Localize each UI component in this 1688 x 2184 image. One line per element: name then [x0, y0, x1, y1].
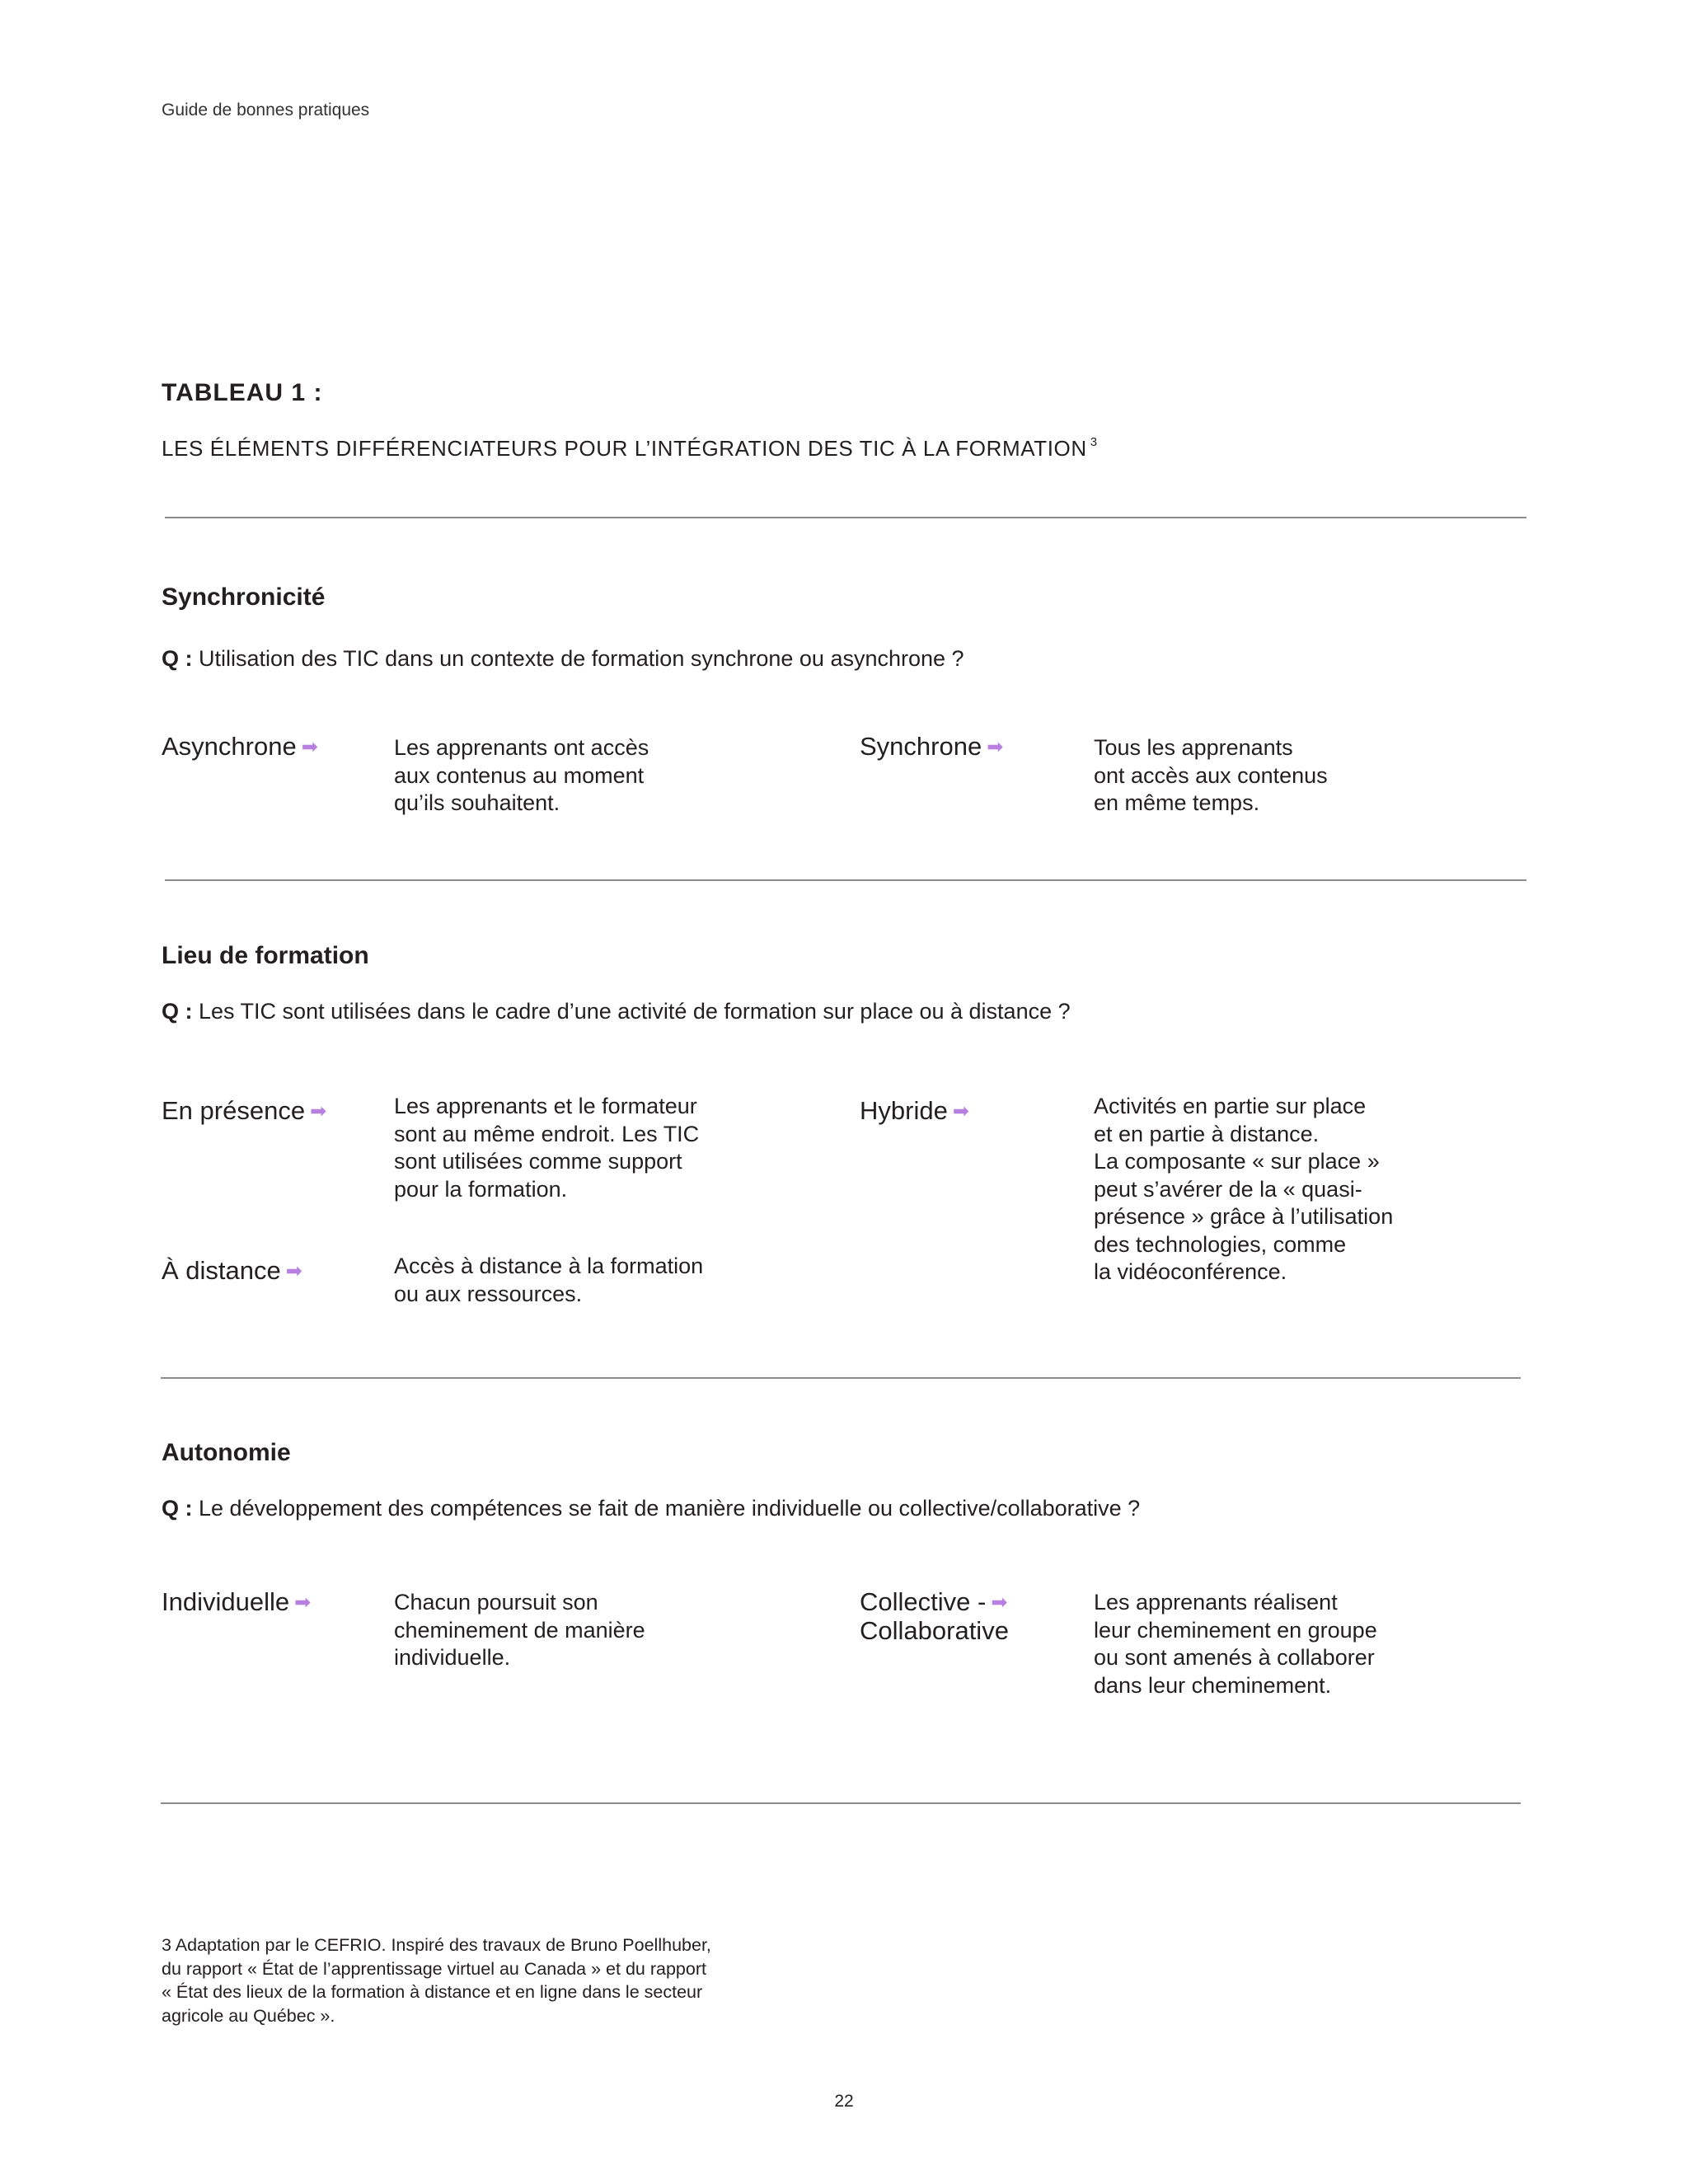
footnote-line: agricole au Québec ». [162, 2005, 335, 2026]
table-subtitle-text: LES ÉLÉMENTS DIFFÉRENCIATEURS POUR L’INTÉGRATION DES TIC À LA FORMATION [162, 436, 1087, 461]
desc-asynchrone [394, 734, 757, 818]
desc-line: Les apprenants et le formateur [394, 1094, 697, 1118]
desc-line: Chacun poursuit son [394, 1590, 598, 1615]
desc-line: et en partie à distance. [1094, 1121, 1320, 1146]
desc-line: aux contenus au moment [394, 762, 645, 788]
arrow-right-icon: ➡ [294, 1591, 312, 1614]
section-question [162, 999, 1071, 1024]
desc-line: des technologies, comme [1094, 1231, 1347, 1257]
question-text: Les TIC sont utilisées dans le cadre d’une activité de formation sur place ou à distance ? [199, 999, 1071, 1024]
desc-line: Tous les apprenants [1094, 735, 1293, 760]
desc-line: leur cheminement en groupe [1094, 1617, 1377, 1643]
desc-line: dans leur cheminement. [1094, 1672, 1332, 1698]
question-prefix: Q : [162, 1496, 193, 1521]
desc-line: présence » grâce à l’utilisation [1094, 1204, 1394, 1229]
desc-line: ou sont amenés à collaborer [1094, 1645, 1375, 1670]
term-line-2: Collaborative [860, 1616, 1009, 1645]
term-label: Asynchrone [162, 732, 297, 761]
desc-line: La composante « sur place » [1094, 1149, 1380, 1174]
arrow-right-icon: ➡ [991, 1591, 1008, 1614]
table-subtitle [162, 435, 1098, 462]
divider [165, 879, 1526, 881]
desc-line: ou aux ressources. [394, 1281, 583, 1306]
desc-line: ont accès aux contenus [1094, 762, 1328, 788]
desc-hybride [1094, 1093, 1456, 1286]
question-prefix: Q : [162, 646, 193, 671]
term-hybride [860, 1097, 969, 1126]
section-question [162, 646, 964, 672]
term-a-distance [162, 1257, 302, 1286]
desc-line: Activités en partie sur place [1094, 1094, 1367, 1118]
term-line-1 [860, 1588, 1009, 1617]
desc-line: peut s’avérer de la « quasi- [1094, 1176, 1362, 1202]
table-title: TABLEAU 1 : [162, 379, 323, 406]
desc-line: Accès à distance à la formation [394, 1254, 704, 1278]
footnote-line: 3 Adaptation par le CEFRIO. Inspiré des travaux de Bruno Poellhuber, [162, 1935, 711, 1955]
desc-en-presence [394, 1093, 757, 1203]
divider [161, 1802, 1521, 1804]
desc-synchrone [1094, 734, 1456, 818]
arrow-right-icon: ➡ [285, 1260, 302, 1282]
divider [165, 517, 1526, 518]
arrow-right-icon: ➡ [952, 1100, 969, 1122]
section-title-synchronicite: Synchronicité [162, 583, 326, 611]
footnote-line: du rapport « État de l’apprentissage virtuel au Canada » et du rapport [162, 1958, 706, 1979]
desc-line: qu’ils souhaitent. [394, 790, 560, 815]
desc-a-distance [394, 1253, 757, 1308]
term-label: Collective - [860, 1587, 987, 1616]
desc-line: sont utilisées comme support [394, 1149, 682, 1174]
arrow-right-icon: ➡ [301, 736, 318, 758]
desc-line: la vidéoconférence. [1094, 1259, 1287, 1284]
desc-individuelle [394, 1589, 757, 1672]
desc-line: cheminement de manière [394, 1617, 645, 1643]
term-label: Synchrone [860, 732, 982, 761]
arrow-right-icon: ➡ [987, 736, 1004, 758]
term-synchrone [860, 733, 1003, 762]
footnote-ref: 3 [1090, 435, 1098, 449]
section-title-autonomie: Autonomie [162, 1439, 291, 1466]
term-label: Hybride [860, 1096, 948, 1125]
footnote-line: « État des lieux de la formation à distance et en ligne dans le secteur [162, 1982, 703, 2002]
footnote [162, 1933, 804, 2027]
page-number: 22 [834, 2092, 854, 2111]
divider [161, 1377, 1521, 1379]
section-title-lieu-de-formation: Lieu de formation [162, 942, 369, 969]
term-label: En présence [162, 1096, 306, 1125]
desc-line: Les apprenants réalisent [1094, 1590, 1338, 1615]
desc-line: Les apprenants ont accès [394, 735, 649, 760]
question-prefix: Q : [162, 999, 193, 1024]
term-en-presence [162, 1097, 326, 1126]
desc-collective-collaborative [1094, 1589, 1456, 1699]
desc-line: individuelle. [394, 1645, 511, 1670]
desc-line: en même temps. [1094, 790, 1260, 815]
arrow-right-icon: ➡ [310, 1100, 327, 1122]
term-collective-collaborative [860, 1588, 1009, 1645]
desc-line: pour la formation. [394, 1176, 568, 1202]
question-text: Le développement des compétences se fait de manière individuelle ou collective/collaborative ? [199, 1496, 1141, 1521]
term-asynchrone [162, 733, 318, 762]
term-label: À distance [162, 1256, 281, 1285]
section-question [162, 1496, 1140, 1521]
term-individuelle [162, 1588, 311, 1617]
running-header: Guide de bonnes pratiques [162, 101, 370, 120]
term-label: Individuelle [162, 1587, 290, 1616]
question-text: Utilisation des TIC dans un contexte de formation synchrone ou asynchrone ? [199, 646, 964, 671]
desc-line: sont au même endroit. Les TIC [394, 1121, 700, 1146]
